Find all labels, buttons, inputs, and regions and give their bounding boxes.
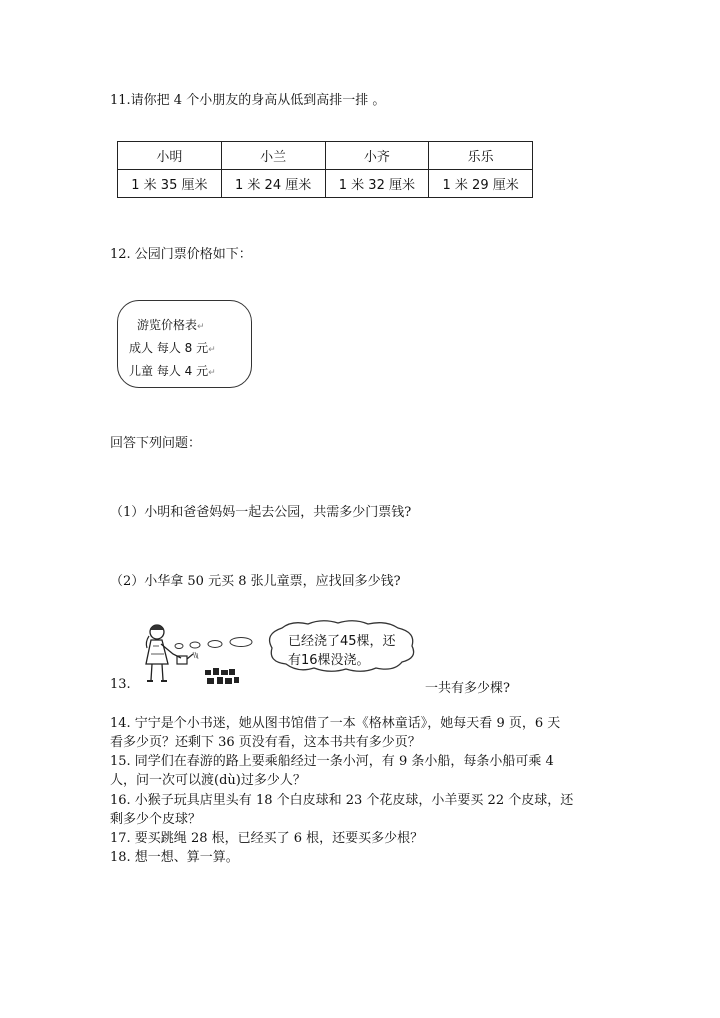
q18-text: 18. 想一想、算一算。 [110,850,239,865]
q16-line2: 剩多少个皮球？ [110,812,202,827]
q11-text: 11.请你把 4 个小朋友的身高从低到高排一排 。 [110,93,386,108]
q12-text: 12. 公园门票价格如下： [110,247,252,262]
name-cell: 小齐 [325,142,429,170]
q15-line1: 15. 同学们在春游的路上要乘船经过一条小河，有 9 条小船，每条小船可乘 4 [110,754,554,769]
height-cell: 1 米 35 厘米 [118,170,222,198]
height-cell: 1 米 24 厘米 [221,170,325,198]
q14-line1: 14. 宁宁是个小书迷，她从图书馆借了一本《格林童话》，她每天看 9 页，6 天 [110,716,561,731]
price-child [129,362,216,379]
q13-suffix: 一共有多少棵? [425,681,510,696]
height-cell: 1 米 29 厘米 [429,170,533,198]
return-mark-icon: ↵ [197,322,205,332]
bubble-line-1: 已经浇了45棵，还 [288,634,396,649]
name-cell: 小明 [118,142,222,170]
height-cell: 1 米 32 厘米 [325,170,429,198]
q16-line1: 16. 小猴子玩具店里头有 18 个白皮球和 23 个花皮球，小羊要买 22 个皮球，还 [110,793,574,808]
price-title-text: 游览价格表 [137,318,198,332]
return-mark-icon: ↵ [208,345,216,355]
table-row [118,170,533,198]
q15-line2: 人，问一次可以渡(dù)过多少人？ [110,773,306,788]
q12-sub2: （2）小华拿 50 元买 8 张儿童票，应找回多少钱? [110,574,401,589]
price-child-text: 儿童 每人 4 元 [129,364,209,378]
return-mark-icon: ↵ [208,368,216,378]
girl-watering-illustration [135,618,255,700]
price-adult-text: 成人 每人 8 元 [129,341,209,355]
q17-text: 17. 要买跳绳 28 根，已经买了 6 根，还要买多少根？ [110,831,424,846]
price-table-title [137,316,205,333]
q13-number: 13. [110,677,131,692]
price-table-box [117,300,252,388]
table-row [118,142,533,170]
bubble-line-2: 有16棵没浇。 [288,653,370,668]
heights-table [117,141,533,198]
q12-prompt: 回答下列问题： [110,436,202,451]
name-cell: 小兰 [221,142,325,170]
price-adult [129,339,216,356]
name-cell: 乐乐 [429,142,533,170]
q12-sub1: （1）小明和爸爸妈妈一起去公园，共需多少门票钱? [110,505,412,520]
q14-line2: 看多少页？还剩下 36 页没有看，这本书共有多少页？ [110,735,421,750]
